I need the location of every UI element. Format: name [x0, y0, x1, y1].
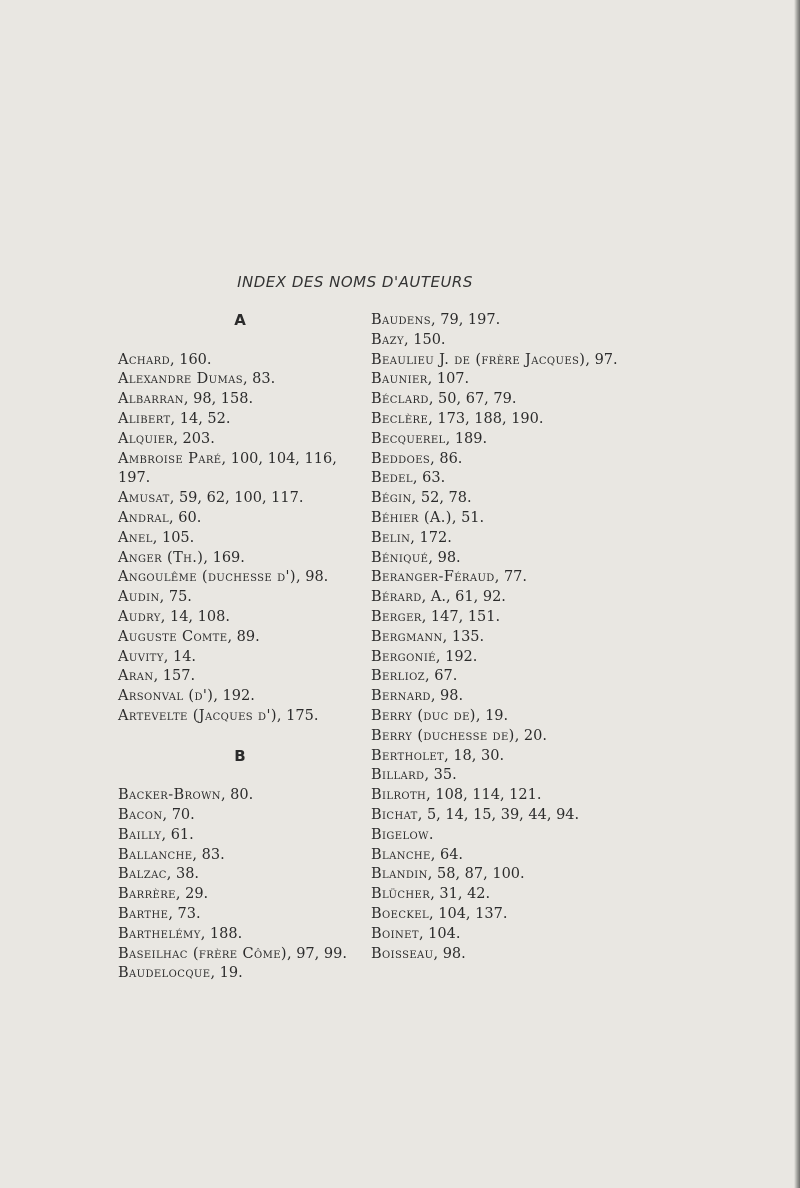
index-entry	[371, 311, 621, 331]
author-name: Berlioz	[371, 668, 426, 685]
index-entry	[371, 885, 621, 905]
page-refs: , 70.	[162, 806, 195, 823]
index-entry	[118, 865, 362, 885]
author-name: Bergonié	[371, 648, 436, 665]
index-entry	[118, 628, 362, 648]
page-refs: , 147, 151.	[421, 608, 501, 625]
page-refs: , 58, 87, 100.	[427, 866, 525, 883]
author-name: Baunier	[371, 371, 428, 388]
author-name: Arsonval (d')	[118, 688, 214, 705]
page-refs: , 104, 137.	[429, 905, 508, 922]
index-entry	[371, 588, 621, 608]
page-refs: , 67.	[425, 668, 458, 685]
author-name: Artevelte (Jacques d')	[118, 707, 277, 724]
author-name: Anger (Th.)	[118, 549, 204, 566]
index-entry	[371, 390, 621, 410]
page-refs: , 98.	[433, 945, 466, 962]
author-name: Barthe	[118, 905, 169, 922]
page-refs: , 80.	[220, 787, 254, 804]
index-entry	[118, 925, 362, 945]
index-entry	[118, 846, 362, 866]
index-entry	[118, 390, 362, 410]
index-entry	[118, 964, 362, 984]
author-name: Auguste Comte	[118, 628, 228, 645]
author-name: Bailly	[118, 826, 162, 843]
page-refs: , 79, 197.	[431, 312, 501, 328]
page-refs: , 59, 62, 100, 117.	[169, 490, 304, 507]
index-entry	[371, 628, 621, 648]
page-refs: , 98.	[430, 688, 464, 705]
page-refs: , 172.	[410, 529, 452, 546]
page-refs: , 98, 158.	[183, 391, 254, 408]
index-entry	[118, 667, 362, 687]
page-refs: , 192.	[213, 688, 255, 705]
author-name: Ballanche	[118, 846, 193, 863]
entries-a	[118, 351, 362, 727]
author-name: Boisseau	[371, 945, 434, 962]
page-refs: , 100, 104, 116, 197.	[118, 450, 337, 487]
page-refs: , 35.	[424, 767, 457, 784]
author-name: Bacon	[118, 806, 163, 823]
index-entry	[118, 885, 362, 905]
author-name: Alexandre Dumas	[118, 371, 243, 388]
index-entry	[118, 945, 362, 965]
page-refs: , 160.	[170, 351, 212, 368]
page-refs: , 20.	[514, 727, 547, 744]
author-name: Angoulême (duchesse d')	[118, 569, 296, 586]
entries-b-continued	[371, 311, 621, 964]
page-refs: , 38.	[166, 866, 200, 883]
index-entry	[371, 331, 621, 351]
page-refs: , 60.	[169, 509, 202, 526]
index-entry	[371, 846, 621, 866]
author-name: Beddoes	[371, 450, 431, 467]
author-name: Beranger-Féraud	[371, 569, 495, 586]
page-refs: , 89.	[227, 628, 260, 645]
page-refs: , 189.	[445, 430, 488, 447]
index-entry	[371, 509, 621, 529]
index-entry	[371, 806, 621, 826]
author-name: Berger	[371, 608, 422, 625]
index-entry	[371, 568, 621, 588]
page-refs: , 31, 42.	[430, 886, 491, 903]
page-refs: , 52, 78.	[411, 490, 472, 507]
author-name: Bernard	[371, 688, 431, 705]
index-entry	[118, 410, 362, 430]
author-name: Achard	[118, 351, 171, 368]
index-entry	[371, 687, 621, 707]
index-entry	[371, 529, 621, 549]
author-name: Bégin	[371, 490, 412, 507]
index-column-left	[118, 311, 362, 984]
page-refs: , 14.	[163, 648, 197, 665]
page-edge-shadow	[794, 0, 800, 1188]
page-refs: , 98.	[296, 569, 329, 586]
author-name: Backer-Brown	[118, 787, 221, 804]
author-name: Barthelémy	[118, 925, 201, 942]
author-name: Alibert	[118, 410, 171, 427]
page-refs: , 192.	[435, 648, 478, 665]
page-refs: , 5, 14, 15, 39, 44, 94.	[417, 806, 580, 823]
index-entry	[118, 549, 362, 569]
index-entry	[118, 450, 362, 490]
author-name: Anel	[118, 529, 153, 546]
index-entry	[118, 370, 362, 390]
index-entry	[118, 687, 362, 707]
index-entry	[118, 905, 362, 925]
index-entry	[371, 370, 621, 390]
index-entry	[118, 509, 362, 529]
page-refs: , 98.	[428, 549, 461, 566]
page-refs: , 19.	[475, 707, 509, 724]
index-entry	[371, 727, 621, 747]
author-name: Bedel	[371, 470, 413, 487]
index-entry	[371, 667, 621, 687]
index-entry	[118, 489, 362, 509]
index-entry	[118, 351, 362, 371]
author-name: Baudens	[371, 312, 432, 328]
page-refs: , 108, 114, 121.	[426, 787, 542, 804]
index-entry	[371, 549, 621, 569]
index-entry	[118, 826, 362, 846]
author-name: Baseilhac (frère Côme)	[118, 945, 287, 962]
index-entry	[371, 489, 621, 509]
author-name: Amusat	[118, 490, 170, 507]
author-name: Beaulieu J. de (frère Jacques)	[371, 351, 586, 368]
page-title: INDEX DES NOMS D'AUTEURS	[237, 273, 473, 291]
author-name: Berry (duchesse de)	[371, 727, 515, 744]
index-entry	[371, 925, 621, 945]
author-name: Bergmann	[371, 628, 443, 645]
page-refs: , 203.	[173, 430, 215, 447]
index-entry	[371, 766, 621, 786]
page-refs: , 14, 108.	[160, 608, 230, 625]
index-entry	[371, 648, 621, 668]
index-entry	[118, 707, 362, 727]
author-name: Béclard	[371, 391, 429, 408]
index-entry	[118, 608, 362, 628]
page-refs: , 14, 52.	[170, 410, 231, 427]
author-name: Béhier (A.)	[371, 509, 452, 526]
author-name: Audin	[118, 589, 160, 606]
page-refs: , 83.	[242, 371, 276, 388]
author-name: Bichat	[371, 806, 418, 823]
index-entry	[118, 568, 362, 588]
page-refs: , 97.	[585, 351, 618, 368]
page-refs: , 173, 188, 190.	[428, 410, 544, 427]
author-name: Bilroth	[371, 787, 427, 804]
author-name: Beclère	[371, 410, 429, 427]
index-entry	[371, 865, 621, 885]
page-refs: , 83.	[192, 846, 225, 863]
page-refs: , 150.	[404, 331, 446, 348]
author-name: Boinet	[371, 925, 419, 942]
section-letter-b: B	[234, 746, 246, 765]
author-name: Billard	[371, 767, 425, 784]
author-name: Auvity	[118, 648, 164, 665]
page-refs: , 135.	[442, 628, 485, 645]
author-name: Becquerel	[371, 430, 446, 447]
author-name: Baudelocque	[118, 965, 211, 982]
page-refs: , 175.	[276, 707, 319, 724]
page-refs: , 61.	[161, 826, 194, 843]
page-refs: , 63.	[412, 470, 446, 487]
author-name: Andral	[118, 509, 170, 526]
author-name: Bazy	[371, 331, 405, 348]
author-name: Aran	[118, 668, 154, 685]
author-name: Boeckel	[371, 905, 430, 922]
page-refs: , 104.	[418, 925, 461, 942]
index-entry	[371, 430, 621, 450]
page-refs: , 51.	[451, 509, 485, 526]
page-refs: , 29.	[175, 886, 209, 903]
page-refs: .	[428, 826, 434, 843]
page-refs: , 77.	[494, 569, 528, 586]
page-refs: , 75.	[159, 589, 192, 606]
page-refs: , 64.	[430, 846, 464, 863]
author-name: Bertholet	[371, 747, 445, 764]
author-name: Balzac	[118, 866, 167, 883]
author-name: Barrère	[118, 886, 176, 903]
author-name: Blücher	[371, 886, 431, 903]
page-refs: , 105.	[152, 529, 195, 546]
author-name: Alquier	[118, 430, 174, 447]
index-entry	[371, 469, 621, 489]
index-entry	[118, 430, 362, 450]
author-name: Bigelow	[371, 826, 429, 843]
author-name: Albarran	[118, 391, 184, 408]
page-refs: , 107.	[427, 371, 470, 388]
index-entry	[371, 786, 621, 806]
index-entry	[118, 648, 362, 668]
index-entry	[118, 806, 362, 826]
author-name: Bérard	[371, 589, 422, 606]
author-name: Blanche	[371, 846, 431, 863]
index-entry	[371, 608, 621, 628]
page-refs: , 73.	[168, 905, 201, 922]
author-name: Béniqué	[371, 549, 429, 566]
page-refs: , 188.	[200, 925, 243, 942]
index-entry	[118, 786, 362, 806]
page-refs: , 50, 67, 79.	[428, 391, 517, 408]
index-entry	[371, 747, 621, 767]
page-refs: , 169.	[203, 549, 245, 566]
index-entry	[118, 529, 362, 549]
page-refs: , 97, 99.	[286, 945, 347, 962]
author-name: Berry (duc de)	[371, 707, 476, 724]
page-refs: , 86.	[430, 450, 463, 467]
index-entry	[371, 707, 621, 727]
author-name: Audry	[118, 608, 161, 625]
section-letter-a: A	[234, 311, 246, 329]
index-entry	[371, 351, 621, 371]
index-entry	[371, 826, 621, 846]
page-refs: , A., 61, 92.	[421, 589, 506, 606]
index-column-right	[371, 311, 621, 964]
author-name: Ambroise Paré	[118, 450, 222, 467]
author-name: Belin	[371, 529, 411, 546]
index-entry	[371, 450, 621, 470]
page-refs: , 19.	[210, 965, 243, 982]
page-refs: , 18, 30.	[444, 747, 505, 764]
index-entry	[371, 905, 621, 925]
index-entry	[371, 945, 621, 965]
entries-b	[118, 786, 362, 984]
index-entry	[371, 410, 621, 430]
index-entry	[118, 588, 362, 608]
page-refs: , 157.	[153, 668, 196, 685]
author-name: Blandin	[371, 866, 428, 883]
